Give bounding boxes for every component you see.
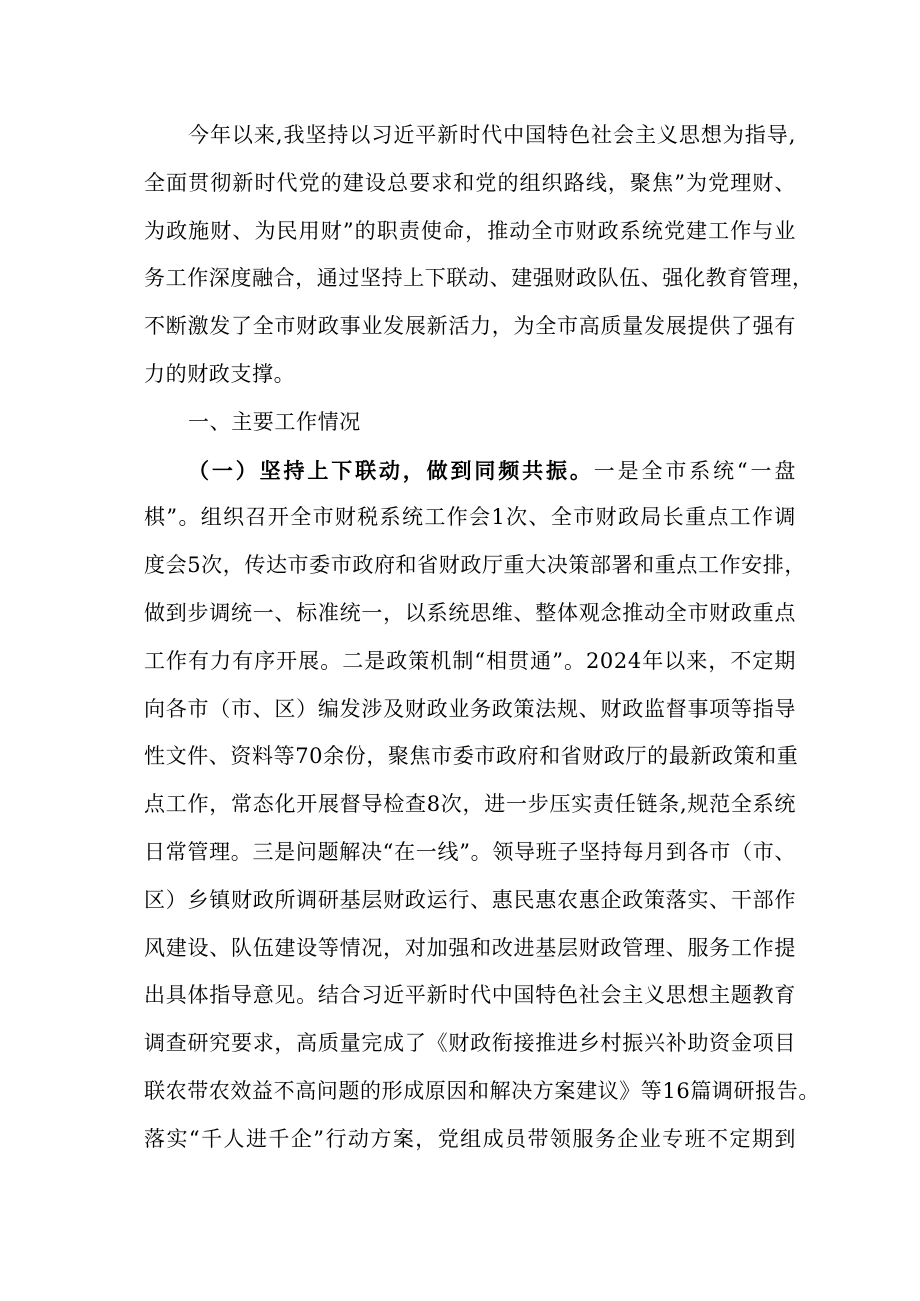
text-line: 做到步调统一、标准统一，以系统思维、整体观念推动全市财政重点 [144, 600, 796, 625]
text-line: 力的财政支撑。 [144, 361, 296, 386]
text-line: 今年以来,我坚持以习近平新时代中国特色社会主义思想为指导, [188, 123, 796, 147]
text-line: 联农带农效益不高问题的形成原因和解决方案建议》等16篇调研报告。 [144, 1078, 820, 1103]
text-line: 调查研究要求，高质量完成了《财政衔接推进乡村振兴补助资金项目 [144, 1031, 796, 1056]
section-heading: 一、主要工作情况 [188, 409, 361, 434]
text-line: 落实“千人进千企”行动方案，党组成员带领服务企业专班不定期到 [144, 1126, 796, 1151]
text-line: 性文件、资料等70余份，聚焦市委市政府和省财政厅的最新政策和重 [144, 744, 799, 769]
subsection-paragraph [144, 447, 820, 1164]
text-line: 风建设、队伍建设等情况，对加强和改进基层财政管理、服务工作提 [144, 935, 796, 960]
intro-paragraph [144, 112, 814, 399]
text-line: 务工作深度融合，通过坚持上下联动、建强财政队伍、强化教育管理， [144, 266, 814, 291]
text-line: 向各市（市、区）编发涉及财政业务政策法规、财政监督事项等指导 [144, 696, 796, 721]
text-line: 棋”。组织召开全市财税系统工作会1次、全市财政局长重点工作调 [144, 505, 796, 530]
text-line: 日常管理。三是问题解决“在一线”。领导班子坚持每月到各市（市、 [144, 839, 796, 864]
text-line: 点工作，常态化开展督导检查8次，进一步压实责任链条,规范全系统 [144, 792, 796, 817]
text-line: 度会5次，传达市委市政府和省财政厅重大决策部署和重点工作安排， [144, 553, 806, 578]
subsection-title: （一）坚持上下联动，做到同频共振。 [188, 457, 594, 483]
text-line: 工作有力有序开展。二是政策机制“相贯通”。2024年以来，不定期 [144, 648, 796, 673]
document-body [144, 112, 820, 1164]
text-line: 出具体指导意见。结合习近平新时代中国特色社会主义思想主题教育 [144, 983, 796, 1008]
text-line: 全面贯彻新时代党的建设总要求和党的组织路线，聚焦”为党理财、 [144, 170, 796, 195]
subsection-first-line-rest: 一是全市系统“一盘 [593, 458, 796, 483]
text-line: 不断激发了全市财政事业发展新活力，为全市高质量发展提供了强有 [144, 314, 796, 339]
text-line: 为政施财、为民用财”的职责使命，推动全市财政系统党建工作与业 [144, 218, 796, 243]
text-line [144, 447, 796, 495]
text-line: 区）乡镇财政所调研基层财政运行、惠民惠农惠企政策落实、干部作 [144, 887, 796, 912]
